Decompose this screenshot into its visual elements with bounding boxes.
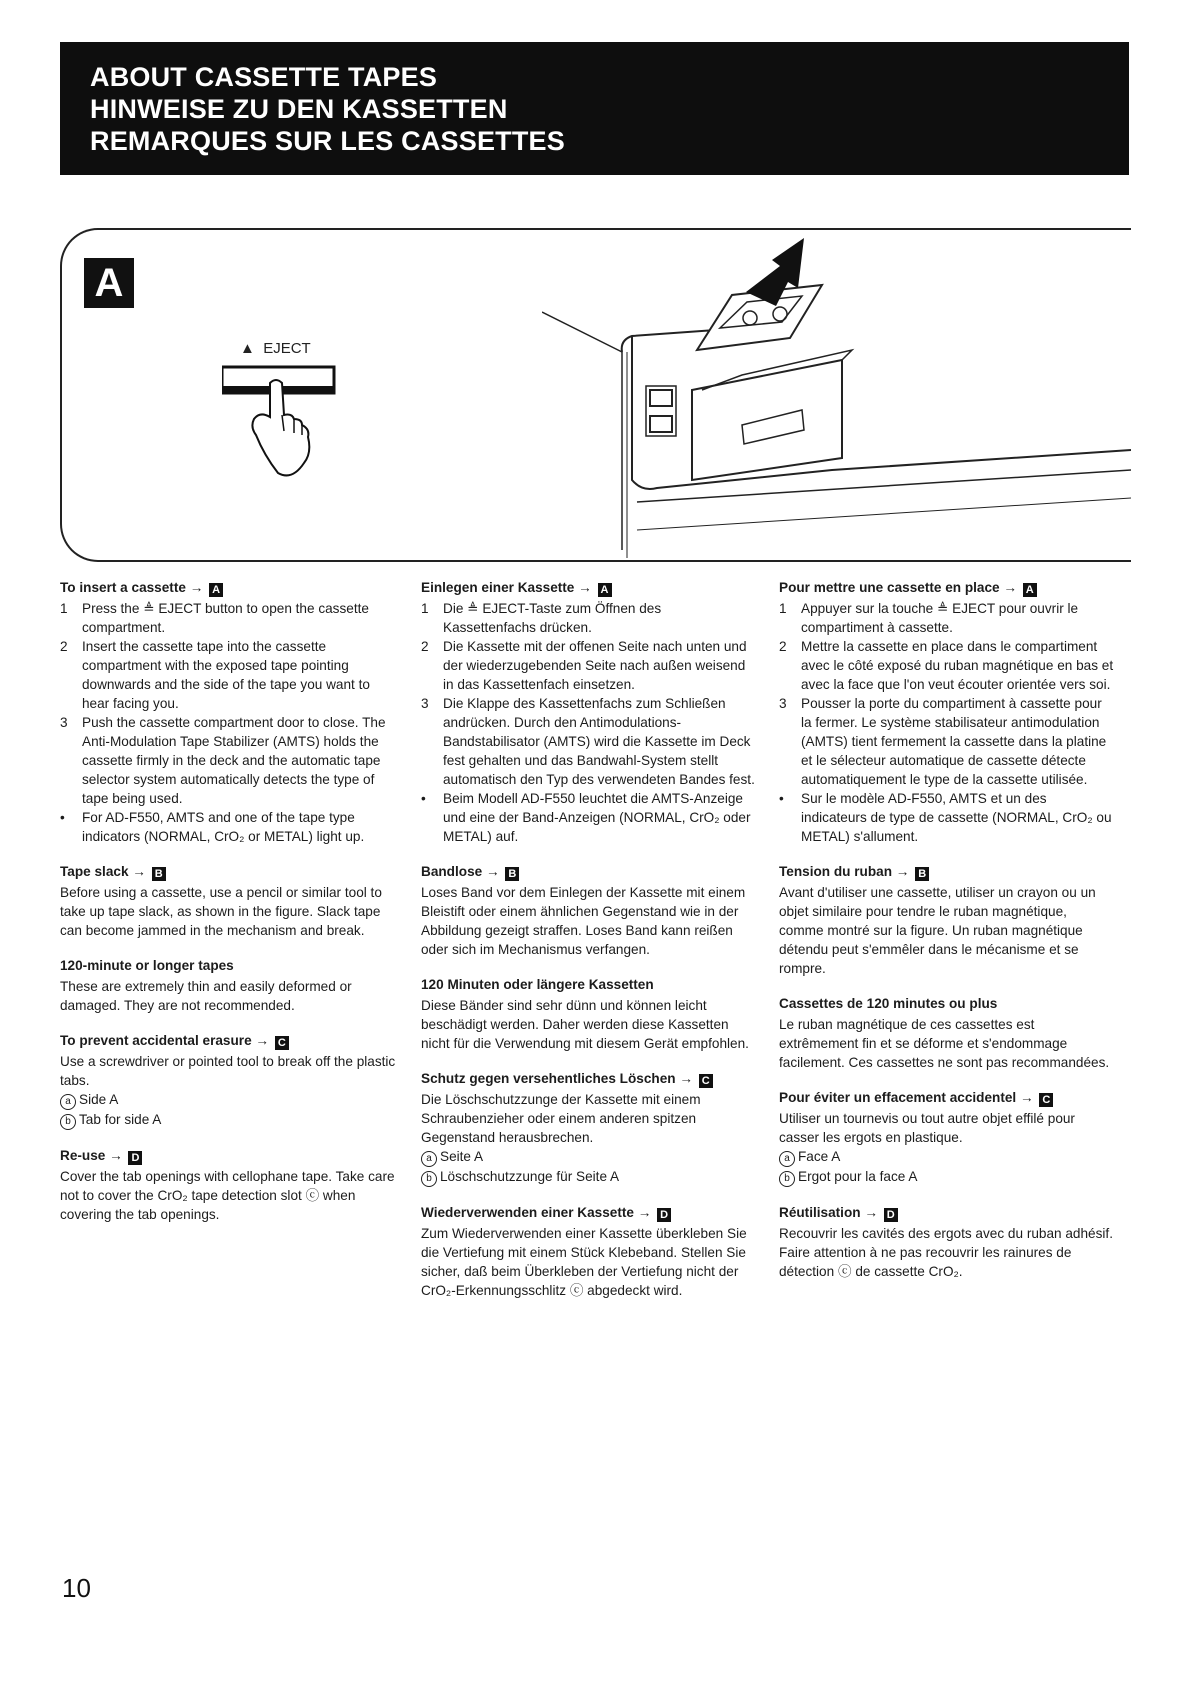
column-english (60, 578, 396, 1240)
paragraph: Diese Bänder sind sehr dünn und können leicht beschädigt werden. Daher werden diese Kassetten nicht für die Verwendung mit diesem Gerät empfohlen. (421, 998, 749, 1051)
list-item: 2 Mettre la cassette en place dans le compartiment avec le côté exposé du ruban magnétique en bas et avec la face que l'on veut écouter orientée vers soi. (779, 639, 1114, 692)
list-item: • Sur le modèle AD-F550, AMTS et un des indicateurs de type de cassette (NORMAL, CrO₂ ou METAL) s'allument. (779, 791, 1112, 844)
section-heading: To prevent accidental erasure → C (60, 1031, 396, 1050)
list-item: 3 Die Klappe des Kassettenfachs zum Schließen andrücken. Durch den Antimodulations-Bandstabilisator (AMTS) wird die Kassette im Deck fest gehalten und das Bandwahl-System stellt automatisch den Typ des verwendeten Bandes fest. (421, 696, 755, 787)
callout-b: b Tab for side A (60, 1110, 396, 1130)
circle-label: a (60, 1094, 76, 1110)
paragraph: Zum Wiederverwenden einer Kassette überkleben Sie die Vertiefung mit einem Stück Klebeband. Stellen Sie sicher, daß beim Überkleben der Vertiefung nicht der CrO₂-Erkennungsschlitz ⓒ abgedeckt wird. (421, 1226, 747, 1298)
section-heading: 120-minute or longer tapes (60, 958, 234, 973)
section-heading: Wiederverwenden einer Kassette → D (421, 1203, 757, 1222)
paragraph: Die Löschschutzzunge der Kassette mit einem Schraubenzieher oder einem anderen spitzen Gegenstand herausbrechen. (421, 1092, 701, 1145)
circle-label: a (779, 1151, 795, 1167)
cassette-deck-illustration (542, 230, 1131, 558)
circle-label: b (421, 1171, 437, 1187)
list-item: 3 Push the cassette compartment door to close. The Anti-Modulation Tape Stabilizer (AMTS) holds the cassette firmly in the deck and the automatic tape selector system automatically detects the type of tape being used. (60, 715, 386, 806)
page-number: 10 (62, 1573, 91, 1603)
section-heading: Pour mettre une cassette en place → A (779, 578, 1115, 597)
figure-ref-badge: B (915, 867, 929, 881)
figure-ref-badge: B (505, 867, 519, 881)
section-heading: Einlegen einer Kassette → A (421, 578, 757, 597)
eject-icon: ▲ (240, 340, 255, 357)
list-item: • For AD-F550, AMTS and one of the tape type indicators (NORMAL, CrO₂ or METAL) light up. (60, 810, 365, 844)
callout-a: a Face A (779, 1147, 1115, 1167)
figure-ref-badge: A (1023, 583, 1037, 597)
figure-a-frame (60, 228, 1131, 562)
eject-button-illustration (222, 365, 352, 495)
section-heading: To insert a cassette → A (60, 578, 396, 597)
figure-ref-badge: C (699, 1074, 713, 1088)
figure-ref-badge: B (152, 867, 166, 881)
paragraph: Avant d'utiliser une cassette, utiliser un crayon ou un objet similaire pour tendre le ruban magnétique, comme montré sur la figure. Un ruban magnétique détendu peut s'emmêler dans le mécanisme et se rompre. (779, 885, 1096, 976)
circle-label: a (421, 1151, 437, 1167)
paragraph: Le ruban magnétique de ces cassettes est extrêmement fin et se déforme et s'endommage facilement. Ces cassettes ne sont pas recommandées. (779, 1017, 1110, 1070)
circle-label: b (779, 1171, 795, 1187)
paragraph: These are extremely thin and easily deformed or damaged. They are not recommended. (60, 979, 352, 1013)
list-item: 1 Die ≜ EJECT-Taste zum Öffnen des Kassettenfachs drücken. (421, 601, 662, 635)
list-item: 1 Press the ≜ EJECT button to open the cassette compartment. (60, 601, 369, 635)
figure-ref-badge: C (275, 1036, 289, 1050)
figure-ref-badge: D (657, 1208, 671, 1222)
list-item: 2 Die Kassette mit der offenen Seite nach unten und der wiederzugebenden Seite nach außen weisend in das Kassettenfach einsetzen. (421, 639, 747, 692)
figure-ref-badge: D (884, 1208, 898, 1222)
paragraph: Utiliser un tournevis ou tout autre objet effilé pour casser les ergots en plastique. (779, 1111, 1075, 1145)
section-heading: Tension du ruban → B (779, 862, 1115, 881)
title-german: HINWEISE ZU DEN KASSETTEN (90, 94, 508, 124)
paragraph: Cover the tab openings with cellophane tape. Take care not to cover the CrO₂ tape detection slot ⓒ when covering the tab openings. (60, 1169, 395, 1222)
paragraph: Before using a cassette, use a pencil or similar tool to take up tape slack, as shown in the figure. Slack tape can become jammed in the mechanism and break. (60, 885, 382, 938)
header-band (60, 42, 1129, 175)
paragraph: Use a screwdriver or pointed tool to break off the plastic tabs. (60, 1054, 396, 1088)
column-german (421, 578, 757, 1316)
section-heading: Cassettes de 120 minutes ou plus (779, 996, 998, 1011)
figure-ref-badge: A (598, 583, 612, 597)
section-heading: Réutilisation → D (779, 1203, 1115, 1222)
figure-ref-badge: D (128, 1151, 142, 1165)
list-item: • Beim Modell AD-F550 leuchtet die AMTS-Anzeige und eine der Band-Anzeigen (NORMAL, CrO₂ oder METAL) auf. (421, 791, 751, 844)
figure-ref-badge: A (209, 583, 223, 597)
column-french (779, 578, 1115, 1297)
section-heading: Pour éviter un effacement accidentel → C (779, 1088, 1115, 1107)
figure-badge: A (84, 258, 134, 308)
paragraph: Loses Band vor dem Einlegen der Kassette mit einem Bleistift oder einem ähnlichen Gegenstand wie in der Abbildung gezeigt straffen. Loses Band kann reißen oder sich im Mechanismus verfangen. (421, 885, 746, 957)
title-french: REMARQUES SUR LES CASSETTES (90, 126, 565, 156)
circle-label: b (60, 1114, 76, 1130)
section-heading: Schutz gegen versehentliches Löschen → C (421, 1069, 757, 1088)
section-heading: Tape slack → B (60, 862, 396, 881)
section-heading: Re-use → D (60, 1146, 396, 1165)
callout-b: b Ergot pour la face A (779, 1167, 1115, 1187)
callout-a: a Seite A (421, 1147, 757, 1167)
list-item: 3 Pousser la porte du compartiment à cassette pour la fermer. Le système stabilisateur antimodulation (AMTS) tient fermement la cassette dans la platine et le sélecteur automatique de cassette détecte automatiquement le type de la cassette utilisée. (779, 696, 1107, 787)
eject-label: EJECT (263, 340, 311, 357)
figure-ref-badge: C (1039, 1093, 1053, 1107)
callout-a: a Side A (60, 1090, 396, 1110)
section-heading: 120 Minuten oder längere Kassetten (421, 977, 654, 992)
title-english: ABOUT CASSETTE TAPES (90, 62, 438, 92)
paragraph: Recouvrir les cavités des ergots avec du ruban adhésif. Faire attention à ne pas recouvrir les rainures de détection ⓒ de cassette CrO₂. (779, 1226, 1113, 1279)
eject-label-group (240, 340, 311, 357)
callout-b: b Löschschutzzunge für Seite A (421, 1167, 757, 1187)
list-item: 1 Appuyer sur la touche ≜ EJECT pour ouvrir le compartiment à cassette. (779, 601, 1079, 635)
list-item: 2 Insert the cassette tape into the cassette compartment with the exposed tape pointing downwards and the side of the tape you want to hear facing you. (60, 639, 370, 711)
section-heading: Bandlose → B (421, 862, 757, 881)
